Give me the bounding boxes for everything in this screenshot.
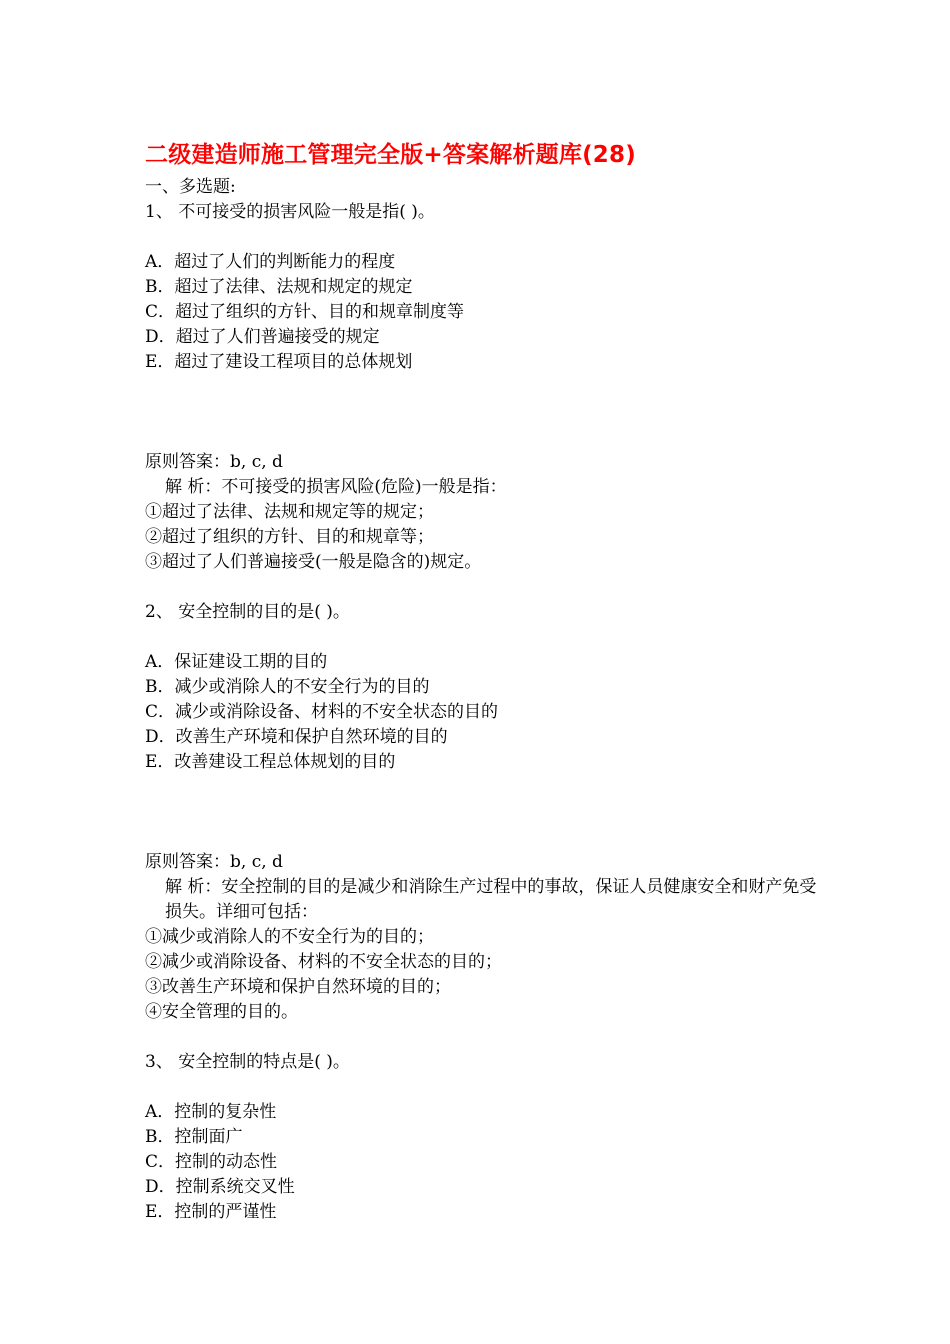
analysis-text: 解 析：不可接受的损害风险(危险)一般是指：	[165, 477, 507, 497]
option-c: C．控制的动态性	[145, 1152, 278, 1172]
analysis-point: ③改善生产环境和保护自然环境的目的；	[145, 977, 451, 997]
analysis-point: ①超过了法律、法规和规定等的规定；	[145, 502, 434, 522]
analysis-point: ④安全管理的目的。	[145, 1002, 298, 1022]
question-3	[145, 1050, 825, 1225]
standard-answer: 原则答案：b, c, d	[145, 852, 283, 872]
option-e: E．超过了建设工程项目的总体规划	[145, 352, 413, 372]
analysis-point: ②超过了组织的方针、目的和规章等；	[145, 527, 434, 547]
document-body	[145, 175, 825, 1225]
option-b: B．减少或消除人的不安全行为的目的	[145, 677, 430, 697]
analysis-text: 解 析：安全控制的目的是减少和消除生产过程中的事故，保证人员健康安全和财产免受损失。详细可包括：	[165, 877, 817, 922]
section-heading: 一、多选题:	[145, 177, 236, 197]
analysis-point: ①减少或消除人的不安全行为的目的；	[145, 927, 434, 947]
analysis-point: ③超过了人们普遍接受(一般是隐含的)规定。	[145, 552, 482, 572]
option-a: A．超过了人们的判断能力的程度	[145, 252, 396, 272]
option-d: D．超过了人们普遍接受的规定	[145, 327, 380, 347]
question-stem: 2、 安全控制的目的是( )。	[145, 602, 350, 622]
option-d: D．改善生产环境和保护自然环境的目的	[145, 727, 448, 747]
option-d: D．控制系统交叉性	[145, 1177, 295, 1197]
option-b: B．超过了法律、法规和规定的规定	[145, 277, 413, 297]
question-1	[145, 200, 825, 600]
option-e: E．改善建设工程总体规划的目的	[145, 752, 396, 772]
question-2	[145, 600, 825, 1050]
question-stem: 3、 安全控制的特点是( )。	[145, 1052, 350, 1072]
standard-answer: 原则答案：b, c, d	[145, 452, 283, 472]
option-a: A．保证建设工期的目的	[145, 652, 328, 672]
option-a: A．控制的复杂性	[145, 1102, 277, 1122]
option-c: C．超过了组织的方针、目的和规章制度等	[145, 302, 465, 322]
option-b: B．控制面广	[145, 1127, 243, 1147]
option-c: C．减少或消除设备、材料的不安全状态的目的	[145, 702, 499, 722]
question-stem: 1、 不可接受的损害风险一般是指( )。	[145, 202, 435, 222]
option-e: E．控制的严谨性	[145, 1202, 277, 1222]
document-title: 二级建造师施工管理完全版+答案解析题库(28)	[145, 142, 636, 168]
analysis-point: ②减少或消除设备、材料的不安全状态的目的；	[145, 952, 502, 972]
